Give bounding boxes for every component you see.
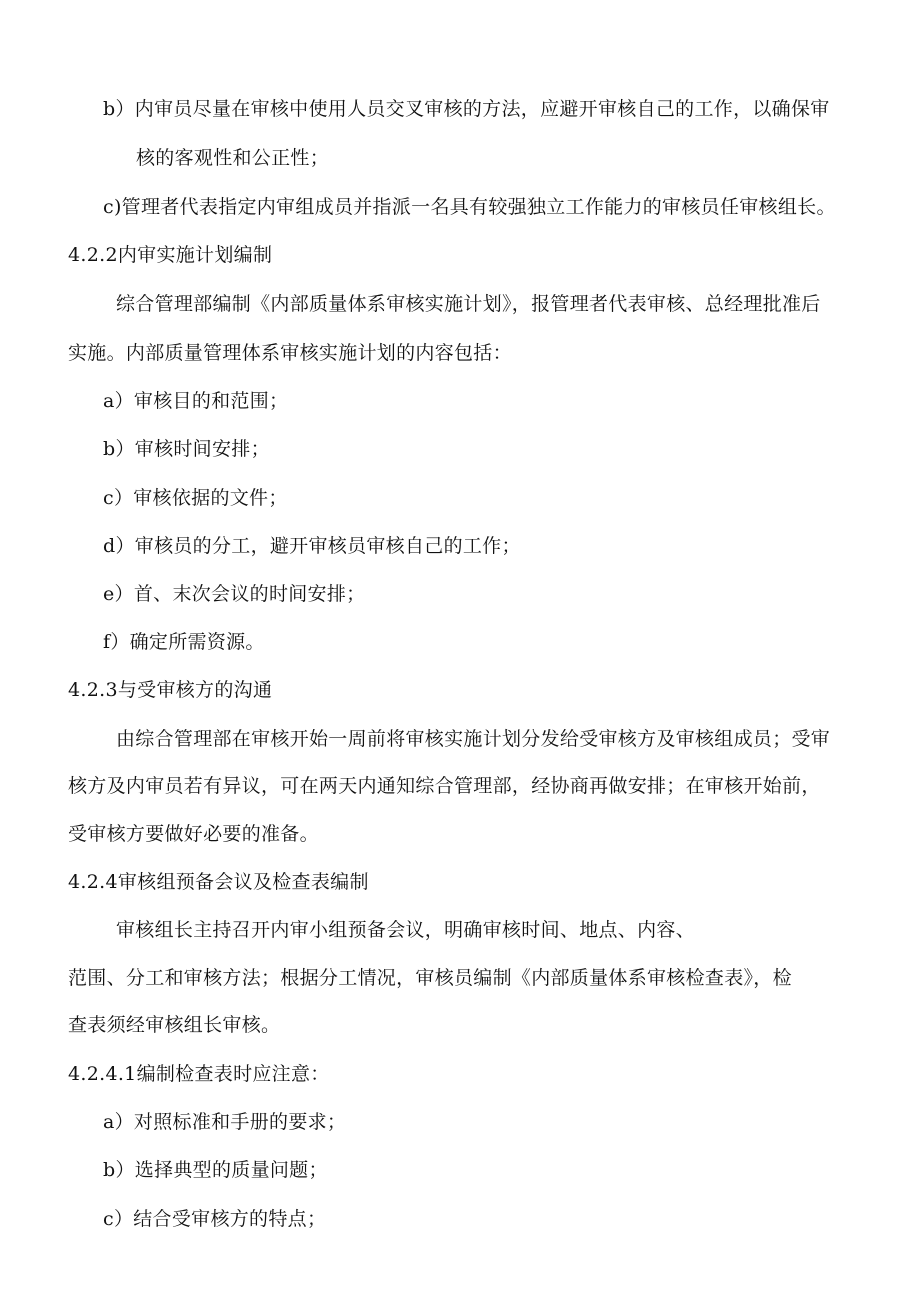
- section-heading-4-2-3: 4.2.3与受审核方的沟通: [68, 679, 273, 701]
- paragraph-line: 受审核方要做好必要的准备。: [68, 823, 319, 845]
- list-item-c: c)管理者代表指定内审组成员并指派一名具有较强独立工作能力的审核员任审核组长。: [103, 196, 836, 218]
- section-heading-4-2-4-1: 4.2.4.1编制检查表时应注意：: [68, 1063, 330, 1085]
- paragraph-line: 综合管理部编制《内部质量体系审核实施计划》，报管理者代表审核、总经理批准后: [116, 293, 821, 315]
- paragraph-line: 核方及内审员若有异议，可在两天内通知综合管理部，经协商再做安排；在审核开始前，: [68, 775, 821, 797]
- list-item-e: e）首、末次会议的时间安排；: [103, 583, 366, 605]
- list-item-d: d）审核员的分工，避开审核员审核自己的工作；: [103, 535, 521, 557]
- paragraph-line: 实施。内部质量管理体系审核实施计划的内容包括：: [68, 342, 512, 364]
- paragraph-line: 范围、分工和审核方法；根据分工情况，审核员编制《内部质量体系审核检查表》，检: [68, 967, 792, 989]
- list-item-f: f）确定所需资源。: [103, 631, 265, 653]
- list-item-c: c）审核依据的文件；: [103, 487, 288, 509]
- section-heading-4-2-4: 4.2.4审核组预备会议及检查表编制: [68, 871, 369, 893]
- list-item-b-line-2: 核的客观性和公正性；: [136, 147, 330, 169]
- list-item-b-line-1: b）内审员尽量在审核中使用人员交叉审核的方法，应避开审核自己的工作，以确保审: [103, 98, 830, 120]
- paragraph-line: 审核组长主持召开内审小组预备会议，明确审核时间、地点、内容、: [116, 919, 696, 941]
- section-heading-4-2-2: 4.2.2内审实施计划编制: [68, 244, 273, 266]
- list-item-b: b）审核时间安排；: [103, 438, 270, 460]
- paragraph-line: 查表须经审核组长审核。: [68, 1014, 281, 1036]
- paragraph-line: 由综合管理部在审核开始一周前将审核实施计划分发给受审核方及审核组成员；受审: [116, 728, 831, 750]
- list-item-a: a）审核目的和范围；: [103, 390, 289, 412]
- list-item-b: b）选择典型的质量问题；: [103, 1159, 328, 1181]
- list-item-c: c）结合受审核方的特点；: [103, 1208, 327, 1230]
- list-item-a: a）对照标准和手册的要求；: [103, 1111, 347, 1133]
